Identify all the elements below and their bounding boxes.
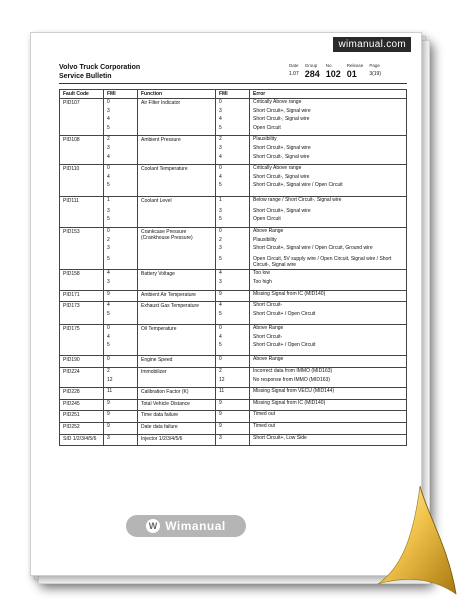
col-error: Error [250,90,407,99]
cell-fmi [104,227,138,270]
table-row [60,368,407,388]
fmi-value: 4 [219,116,222,123]
cell-fmi-2 [216,270,250,290]
cell-fault-code: PID153 [60,227,104,270]
table-row [60,388,407,400]
cell-fmi [104,302,138,325]
cell-error [250,227,407,270]
cell-fmi [104,165,138,196]
fmi-value: 9 [219,399,222,406]
cell-function: Coolant Level [138,196,216,227]
cell-error [250,434,407,446]
cell-fmi-2 [216,356,250,368]
fmi-value: 4 [219,270,222,277]
fmi-value: 4 [219,153,222,160]
cell-fault-code: PID158 [60,270,104,290]
fmi-value: 12 [107,376,113,383]
error-text: Missing Signal from IC (MID140) [253,290,326,297]
cell-function: Injector 1/2/3/4/5/6 [138,434,216,446]
cell-error [250,290,407,302]
error-text: Above Range [253,325,284,332]
fmi-value: 3 [219,144,222,151]
error-text: Short Circuit- [253,333,283,340]
cell-function: Coolant Temperature [138,165,216,196]
fmi-value: 1 [107,196,110,203]
error-text: Short Circuit+, Signal wire [253,144,311,151]
cell-error [250,270,407,290]
fmi-value: 0 [107,325,110,332]
cell-fmi-2 [216,290,250,302]
cell-function: Total Vehicle Distance [138,399,216,411]
company-name: Volvo Truck Corporation [59,64,141,71]
error-text: Too low [253,270,270,277]
col-function: Function [138,90,216,99]
error-text: Short Circuit+ / Open Circuit [253,310,316,317]
fmi-value: 3 [219,434,222,441]
cell-fmi-2 [216,422,250,434]
meta-page: Page 3(19) [369,63,381,77]
cell-fmi-2 [216,368,250,388]
cell-error [250,99,407,136]
fmi-value: 5 [107,124,110,131]
fmi-value: 5 [107,310,110,317]
error-text: Plausibility [253,236,277,243]
table-row [60,411,407,423]
cell-fmi [104,270,138,290]
watermark-bottom: W Wimanual [126,515,246,537]
fmi-value: 5 [219,216,222,223]
cell-fault-code: SID 1/2/3/4/5/6 [60,434,104,446]
meta-release: Release 01 [346,63,364,79]
cell-fmi-2 [216,325,250,356]
cell-fmi [104,434,138,446]
fmi-value: 9 [219,422,222,429]
cell-function: Crankcase Pressure (Crankhouse Pressure) [138,227,216,270]
error-text: Short Circuit- [253,302,283,309]
fmi-value: 4 [107,270,110,277]
cell-error [250,399,407,411]
fmi-value: 3 [219,207,222,214]
error-text: Incorrect data from IMMO (MID163) [253,368,333,374]
cell-fault-code: PID111 [60,196,104,227]
fmi-value: 3 [219,245,222,252]
error-text: Timed out [253,422,276,429]
table-row [60,422,407,434]
cell-error [250,356,407,368]
cell-error [250,165,407,196]
cell-fmi [104,196,138,227]
table-row [60,290,407,302]
fmi-value: 4 [219,173,222,180]
fmi-value: 5 [107,216,110,223]
table-body [60,99,407,446]
page-curl-icon [378,486,458,596]
cell-fault-code: PID224 [60,368,104,388]
fmi-value: 3 [219,107,222,114]
fmi-value: 5 [107,182,110,189]
cell-fmi-2 [216,99,250,136]
error-text: No response from IMMO (MID163) [253,376,330,383]
cell-error [250,368,407,388]
header-left [59,63,140,81]
meta-number: No. 102 [325,63,341,79]
cell-function: Battery Voltage [138,270,216,290]
error-text: Short Circuit+, Signal wire / Open Circuit [253,182,343,189]
error-text: Below range / Short Circuit-, Signal wire [253,196,342,203]
fmi-value: 12 [219,376,225,383]
fmi-value: 4 [107,302,110,309]
fmi-value: 0 [107,356,110,363]
cell-error [250,411,407,423]
table-row [60,399,407,411]
cell-fault-code: PID252 [60,422,104,434]
fmi-value: 11 [107,388,113,395]
cell-fmi [104,399,138,411]
col-fault-code: Fault Code [60,90,104,99]
cell-fmi-2 [216,411,250,423]
header-rule [59,83,407,84]
error-text: Above Range [253,227,284,234]
col-fmi: FMI [104,90,138,99]
error-text: Short Circuit+ / Open Circuit [253,342,316,349]
cell-function: Immobilizer [138,368,216,388]
cell-function: Exhaust Gas Temperature [138,302,216,325]
table-header-row [60,90,407,99]
fmi-value: 4 [107,333,110,340]
fmi-value: 5 [107,342,110,349]
error-text: Open Circuit [253,216,281,223]
cell-function: Date data failure [138,422,216,434]
fmi-value: 3 [107,279,110,286]
fmi-value: 9 [219,290,222,297]
table-row [60,434,407,446]
cell-fault-code: PID175 [60,325,104,356]
watermark-logo-icon: W [146,519,160,533]
fmi-value: 5 [219,182,222,189]
fmi-value: 3 [107,207,110,214]
fmi-value: 0 [107,99,110,105]
cell-fmi [104,356,138,368]
cell-fault-code: PID110 [60,165,104,196]
fmi-value: 9 [107,422,110,429]
error-text: Short Circuit-, Signal wire [253,116,310,123]
table-row [60,99,407,136]
cell-fmi-2 [216,388,250,400]
fmi-value: 3 [107,434,110,441]
fmi-value: 0 [107,165,110,172]
fmi-value: 9 [219,411,222,418]
error-text: Plausibility [253,136,277,143]
cell-function: Calibration Factor (K) [138,388,216,400]
cell-fault-code: PID251 [60,411,104,423]
error-text: Too high [253,279,272,286]
fmi-value: 9 [107,290,110,297]
error-text: Short Circuit+, Signal wire [253,107,311,114]
fmi-value: 2 [107,368,110,374]
cell-error [250,325,407,356]
fmi-value: 1 [219,196,222,203]
fmi-value: 0 [219,356,222,363]
fmi-value: 5 [219,310,222,317]
cell-fmi [104,388,138,400]
fmi-value: 4 [219,302,222,309]
error-text: Short Circuit+, Signal wire / Open Circuit, Ground wire [253,245,373,252]
cell-fmi-2 [216,434,250,446]
cell-error [250,302,407,325]
cell-error [250,196,407,227]
table-row [60,302,407,325]
error-text: Timed out [253,411,276,418]
cell-fmi [104,422,138,434]
fmi-value: 2 [219,236,222,243]
fmi-value: 4 [219,333,222,340]
cell-function: Ambient Air Temperature [138,290,216,302]
fmi-value: 3 [219,279,222,286]
fmi-value: 4 [107,116,110,123]
error-text: Short Circuit+, Signal wire [253,207,311,214]
cell-fmi [104,325,138,356]
error-text: Missing Signal from IC (MID140) [253,399,326,406]
cell-fault-code: PID171 [60,290,104,302]
table-row [60,136,407,165]
cell-fmi [104,99,138,136]
meta-group: Group 284 [304,63,320,79]
fmi-value: 2 [219,136,222,143]
cell-fmi-2 [216,399,250,411]
error-text: Missing Signal from VECU (MID144) [253,388,335,395]
cell-error [250,136,407,165]
cell-fault-code: PID228 [60,388,104,400]
fmi-value: 0 [219,227,222,234]
cell-function: Ambient Pressure [138,136,216,165]
fmi-value: 3 [107,245,110,252]
header-meta [289,63,381,79]
error-text: Open Circuit [253,124,281,131]
table-row [60,356,407,368]
fmi-value: 11 [219,388,225,395]
fmi-value: 9 [107,411,110,418]
fmi-value: 3 [107,107,110,114]
table-row [60,196,407,227]
cell-error [250,388,407,400]
cell-fault-code: PID245 [60,399,104,411]
fmi-value: 2 [107,236,110,243]
table-row [60,270,407,290]
fmi-value: 9 [107,399,110,406]
fmi-value: 3 [107,144,110,151]
cell-function: Engine Speed [138,356,216,368]
fmi-value: 4 [107,153,110,160]
col-fmi-2: FMI [216,90,250,99]
table-row [60,227,407,270]
cell-fmi-2 [216,165,250,196]
cell-fmi [104,411,138,423]
fmi-value: 0 [219,99,222,105]
fmi-value: 2 [107,136,110,143]
watermark-top[interactable]: wimanual.com [333,37,411,52]
fmi-value: 4 [107,173,110,180]
cell-fmi [104,136,138,165]
cell-fault-code: PID107 [60,99,104,136]
table-row [60,325,407,356]
fmi-value: 0 [219,165,222,172]
fmi-value: 2 [219,368,222,374]
fmi-value: 5 [219,342,222,349]
cell-function: Air Filter Indicator [138,99,216,136]
cell-fault-code: PID173 [60,302,104,325]
table-row [60,165,407,196]
fmi-value: 5 [219,256,222,263]
fmi-value: 5 [219,124,222,131]
error-text: Above Range [253,356,284,363]
cell-fault-code: PID190 [60,356,104,368]
cell-fmi-2 [216,136,250,165]
error-text: Critically Above range [253,99,302,105]
error-text: Short Circuit-, Signal wire [253,173,310,180]
error-text: Short Circuit-, Signal wire [253,153,310,160]
cell-fmi-2 [216,302,250,325]
fmi-value: 5 [107,256,110,263]
cell-error [250,422,407,434]
cell-function: Time data failure [138,411,216,423]
fmi-value: 0 [219,325,222,332]
cell-fmi [104,290,138,302]
cell-fmi [104,368,138,388]
document-type: Service Bulletin [59,73,112,80]
cell-fault-code: PID108 [60,136,104,165]
meta-date: Date 1.07 [289,63,299,77]
fault-code-table [59,89,407,446]
error-text: Open Circuit, 5V supply wire / Open Circuit, Signal wire / Short Circuit-, Signal wire [253,256,392,268]
document-page [30,32,422,576]
cell-fmi-2 [216,227,250,270]
cell-fmi-2 [216,196,250,227]
error-text: Short Circuit+, Low Side [253,434,307,441]
fmi-value: 0 [107,227,110,234]
cell-function: Oil Temperature [138,325,216,356]
error-text: Critically Above range [253,165,302,172]
